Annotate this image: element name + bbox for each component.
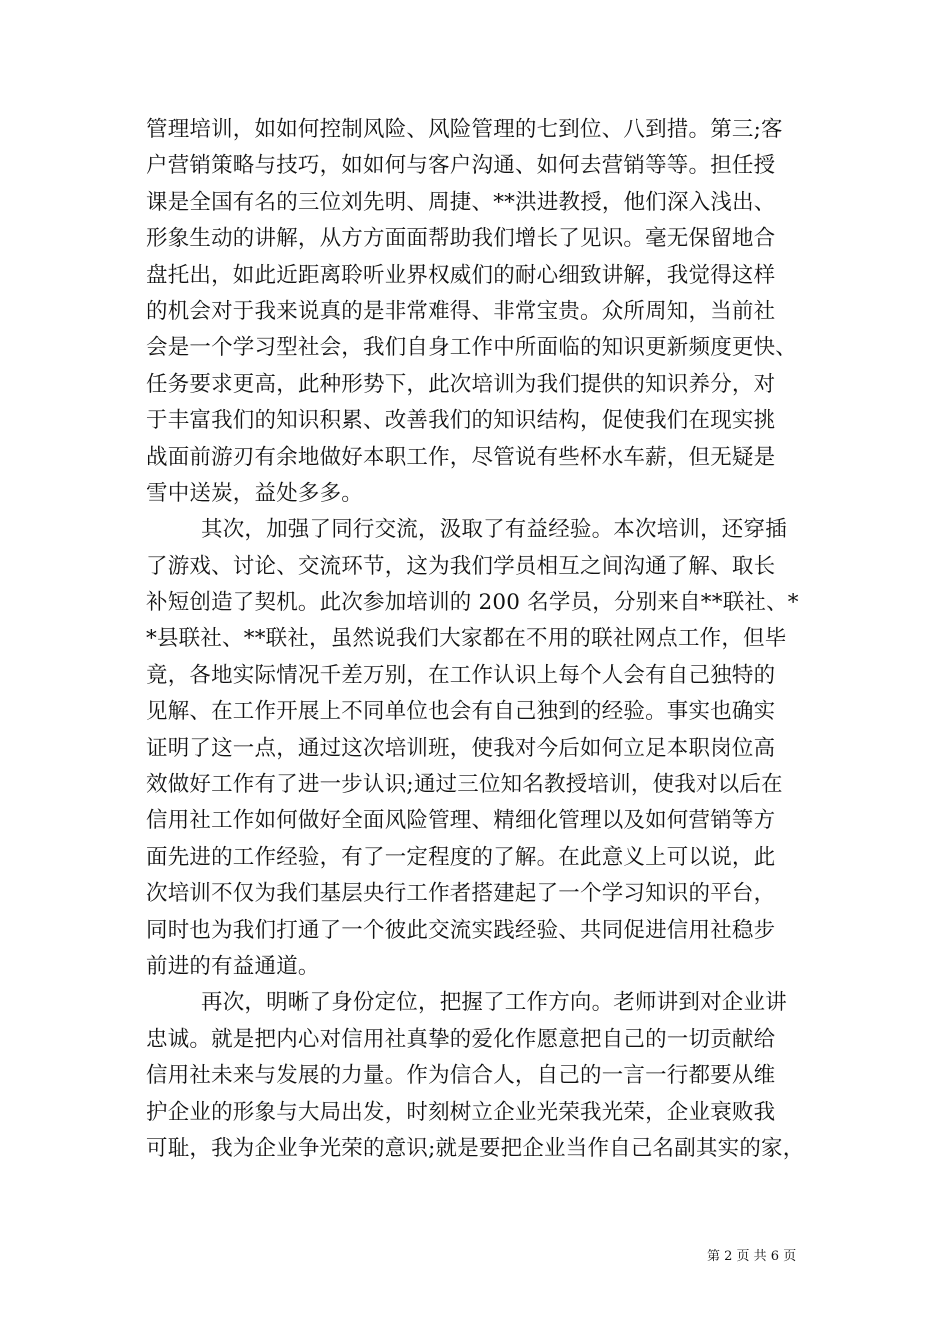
text-line: 的机会对于我来说真的是非常难得、非常宝贵。众所周知，当前社	[146, 298, 776, 324]
text-line: 管理培训，如如何控制风险、风险管理的七到位、八到措。第三;客	[146, 117, 783, 142]
text-line: *县联社、**联社，虽然说我们大家都在不用的联社网点工作，但毕	[146, 626, 787, 652]
text-line: 盘托出，如此近距离聆听业界权威们的耐心细致讲解，我觉得这样	[146, 262, 776, 288]
text-line: 会是一个学习型社会，我们自身工作中所面临的知识更新频度更快、	[146, 335, 798, 361]
text-line: 忠诚。就是把内心对信用社真挚的爱化作愿意把自己的一切贡献给	[146, 1026, 776, 1052]
text-line: 战面前游刃有余地做好本职工作，尽管说有些杯水车薪，但无疑是	[146, 444, 776, 470]
text-line: 护企业的形象与大局出发，时刻树立企业光荣我光荣，企业衰败我	[146, 1099, 776, 1125]
text-line: 同时也为我们打通了一个彼此交流实践经验、共同促进信用社稳步	[146, 917, 776, 943]
text-line: 于丰富我们的知识积累、改善我们的知识结构，促使我们在现实挑	[146, 408, 776, 434]
text-line: 证明了这一点，通过这次培训班，使我对今后如何立足本职岗位高	[146, 735, 776, 761]
text-line: 效做好工作有了进一步认识;通过三位知名教授培训，使我对以后在	[146, 772, 783, 798]
text-line: 信用社工作如何做好全面风险管理、精细化管理以及如何营销等方	[146, 808, 776, 834]
text-line: 前进的有益通道。	[146, 953, 320, 979]
text-line: 见解、在工作开展上不同单位也会有自己独到的经验。事实也确实	[146, 699, 776, 725]
page-number: 第 2 页 共 6 页	[707, 1249, 797, 1264]
text-line: 任务要求更高，此种形势下，此次培训为我们提供的知识养分，对	[146, 371, 776, 397]
text-line: 课是全国有名的三位刘先明、周捷、**洪进教授，他们深入浅出、	[146, 189, 776, 215]
text-line: 雪中送炭，益处多多。	[146, 480, 364, 506]
text-line: 信用社未来与发展的力量。作为信合人，自己的一言一行都要从维	[146, 1063, 776, 1089]
document-body	[146, 112, 822, 1167]
text-line: 户营销策略与技巧，如如何与客户沟通、如何去营销等等。担任授	[146, 153, 776, 179]
text-line: 竟，各地实际情况千差万别，在工作认识上每个人会有自己独特的	[146, 662, 776, 688]
text-line: 了游戏、讨论、交流环节，这为我们学员相互之间沟通了解、取长	[146, 553, 776, 579]
text-line: 可耻，我为企业争光荣的意识;就是要把企业当作自己名副其实的家，	[146, 1135, 805, 1161]
text-line: 补短创造了契机。此次参加培训的 200 名学员，分别来自**联社、*	[146, 590, 799, 616]
text-line: 次培训不仅为我们基层央行工作者搭建起了一个学习知识的平台，	[146, 881, 776, 907]
text-line: 形象生动的讲解，从方方面面帮助我们增长了见识。毫无保留地合	[146, 226, 776, 252]
paragraph-start-line: 其次，加强了同行交流，汲取了有益经验。本次培训，还穿插	[201, 517, 787, 543]
paragraph-start-line: 再次，明晰了身份定位，把握了工作方向。老师讲到对企业讲	[201, 990, 787, 1016]
text-line: 面先进的工作经验，有了一定程度的了解。在此意义上可以说，此	[146, 844, 776, 870]
